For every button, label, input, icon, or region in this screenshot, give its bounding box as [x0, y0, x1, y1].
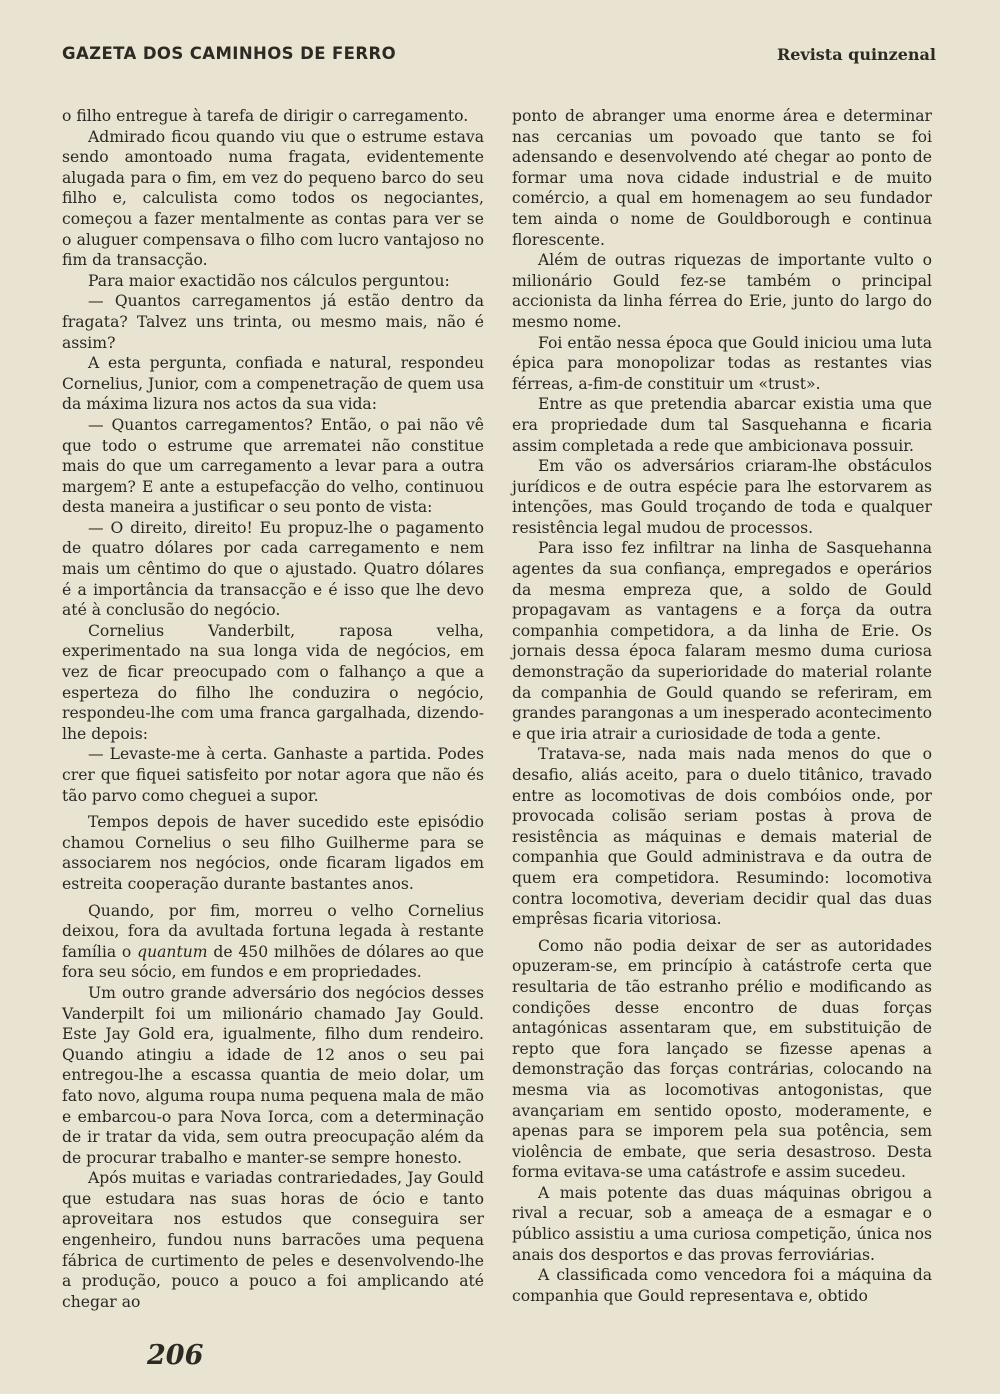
paragraph: — Quantos carregamentos? Então, o pai não vê que todo o estrume que arrematei não constitue mais do que um carregamento a levar para a outra margem? E ante a estupefacção do velho, continuou desta maneira a justificar o seu ponto de vista:: [62, 415, 484, 517]
paragraph: Como não podia deixar de ser as autoridades opuzeram-se, em princípio à catástrofe certa que resultaria de tão estranho prélio e modificando as condições desse encontro de duas forças antagónicas assentaram que, em substituição de repto que fora lançado se fizesse apenas a demonstração das forças contrárias, colocando na mesma via as locomotivas antogonistas, que avançariam em sentido oposto, moderamente, e apenas para se imporem pela sua potência, sem violência de embate, que seria desastroso. Desta forma evitava-se uma catástrofe e assim sucedeu.: [512, 936, 932, 1182]
paragraph: Tratava-se, nada mais nada menos do que o desafio, aliás aceito, para o duelo titânico, travado entre as locomotivas de dois combóios onde, por provocada colisão seriam postas à prova de resistência as máquinas e demais material de companhia que Gould administrava e da outra de quem era competidora. Resumindo: locomotiva contra locomotiva, deveriam decidir qual das duas emprêsas ficaria vitoriosa.: [512, 745, 932, 929]
paragraph: A classificada como vencedora foi a máquina da companhia que Gould representava e, obtido: [512, 1266, 932, 1305]
paragraph: Tempos depois de haver sucedido este episódio chamou Cornelius o seu filho Guilherme para se associarem nos negócios, onde ficaram ligados em estreita cooperação durante bastantes anos.: [62, 813, 484, 893]
paragraph: A esta pergunta, confiada e natural, respondeu Cornelius, Junior, com a compenetração de quem usa da máxima lizura nos actos da sua vida:: [62, 354, 484, 414]
paragraph: [62, 901, 484, 983]
paragraph: o filho entregue à tarefa de dirigir o carregamento.: [62, 107, 469, 125]
paragraph: Cornelius Vanderbilt, raposa velha, experimentado na sua longa vida de negócios, em vez de ficar preocupado com o falhanço a que a esperteza do filho lhe conduzira o negócio, respondeu-lhe com uma franca gargalhada, dizendo-lhe depois:: [62, 621, 484, 743]
paragraph: Foi então nessa época que Gould iniciou uma luta épica para monopolizar todas as restantes vias férreas, a-fim-de constituir um «trust».: [512, 333, 932, 393]
italic-term: quantum: [137, 942, 208, 961]
left-column: [62, 106, 484, 1312]
paragraph: Além de outras riquezas de importante vulto o milionário Gould fez-se também o principal accionista da linha férrea do Erie, junto do largo do mesmo nome.: [512, 251, 932, 331]
paragraph: — O direito, direito! Eu propuz-lhe o pagamento de quatro dólares por cada carregamento e nem mais um cêntimo do que o ajustado. Quatro dólares é a importância da transacção e é isso que lhe devo até à conclusão do negócio.: [62, 518, 484, 620]
paragraph: — Levaste-me à certa. Ganhaste a partida. Podes crer que fiquei satisfeito por notar agora que não és tão parvo como cheguei a supor.: [62, 745, 484, 805]
paragraph-text: de 450 milhões de dólares ao que fora seu sócio, em fundos e em propriedades.: [62, 942, 484, 982]
paragraph-text: Quando, por fim, morreu o velho Cornelius deixou, fora da avultada fortuna legada à restante família o: [62, 901, 484, 961]
paragraph: Para maior exactidão nos cálculos perguntou:: [88, 271, 450, 290]
paragraph: A mais potente das duas máquinas obrigou a rival a recuar, sob a ameaça de a esmagar e o público assistiu a uma curiosa competição, única nos anais dos desportos e das provas ferroviárias.: [512, 1183, 933, 1264]
page-number: 206: [147, 1340, 204, 1371]
paragraph: — Quantos carregamentos já estão dentro da fragata? Talvez uns trinta, ou mesmo mais, não é assim?: [62, 292, 484, 352]
paragraph: ponto de abranger uma enorme área e determinar nas cercanias um povoado que tanto se foi adensando e desenvolvendo até chegar ao ponto de formar uma nova cidade industrial e de muito comércio, a qual em homenagem ao seu fundador tem ainda o nome de Gouldborough e continua florescente.: [512, 107, 932, 249]
paragraph: Após muitas e variadas contrariedades, Jay Gould que estudara nas suas horas de ócio e tanto aproveitara nos estudos que conseguira ser engenheiro, fundou nuns barracões uma pequena fábrica de curtimento de peles e desenvolvendo-lhe a produção, pouco a pouco a foi amplicando até chegar ao: [62, 1169, 484, 1311]
right-column: [512, 106, 932, 1306]
paragraph: Um outro grande adversário dos negócios desses Vanderpilt foi um milionário chamado Jay Gould. Este Jay Gold era, igualmente, filho dum rendeiro. Quando atingiu a idade de 12 anos o seu pai entregou-lhe a escassa quantia de meio dolar, um fato novo, alguma roupa numa pequena mala de mão e embarcou-o para Nova Iorca, com a determinação de ir tratar da vida, sem outra preocupação além da de procurar trabalho e manter-se sempre honesto.: [62, 983, 484, 1167]
paragraph: Entre as que pretendia abarcar existia uma que era propriedade dum tal Sasquehanna e ficaria assim completada a rede que ambicionava possuir.: [512, 395, 932, 455]
running-header-subtitle: Revista quinzenal: [776, 45, 936, 64]
paragraph: Admirado ficou quando viu que o estrume estava sendo amontoado numa fragata, evidentemente alugada para o fim, em vez do pequeno barco do seu filho e, calculista como todos os negociantes, começou a fazer mentalmente as contas para ver se o aluguer compensava o filho com lucro vantajoso no fim da transacção.: [62, 127, 484, 270]
paragraph: Para isso fez infiltrar na linha de Sasquehanna agentes da sua confiança, empregados e operários da mesma empreza que, a soldo de Gould propagavam as vantagens e a força da outra companhia competidora, a da linha de Erie. Os jornais dessa época falaram mesmo duma curiosa demonstração da superioridade do material rolante da companhia de Gould quando se referiram, em grandes parangonas a um inesperado acontecimento e que iria atrair a curiosidade de toda a gente.: [512, 539, 932, 743]
paragraph: Em vão os adversários criaram-lhe obstáculos jurídicos e de outra espécie para lhe estorvarem as intenções, mas Gould troçando de toda e qualquer resistência legal mudou de processos.: [512, 457, 932, 537]
running-header-title: GAZETA DOS CAMINHOS DE FERRO: [62, 44, 396, 63]
